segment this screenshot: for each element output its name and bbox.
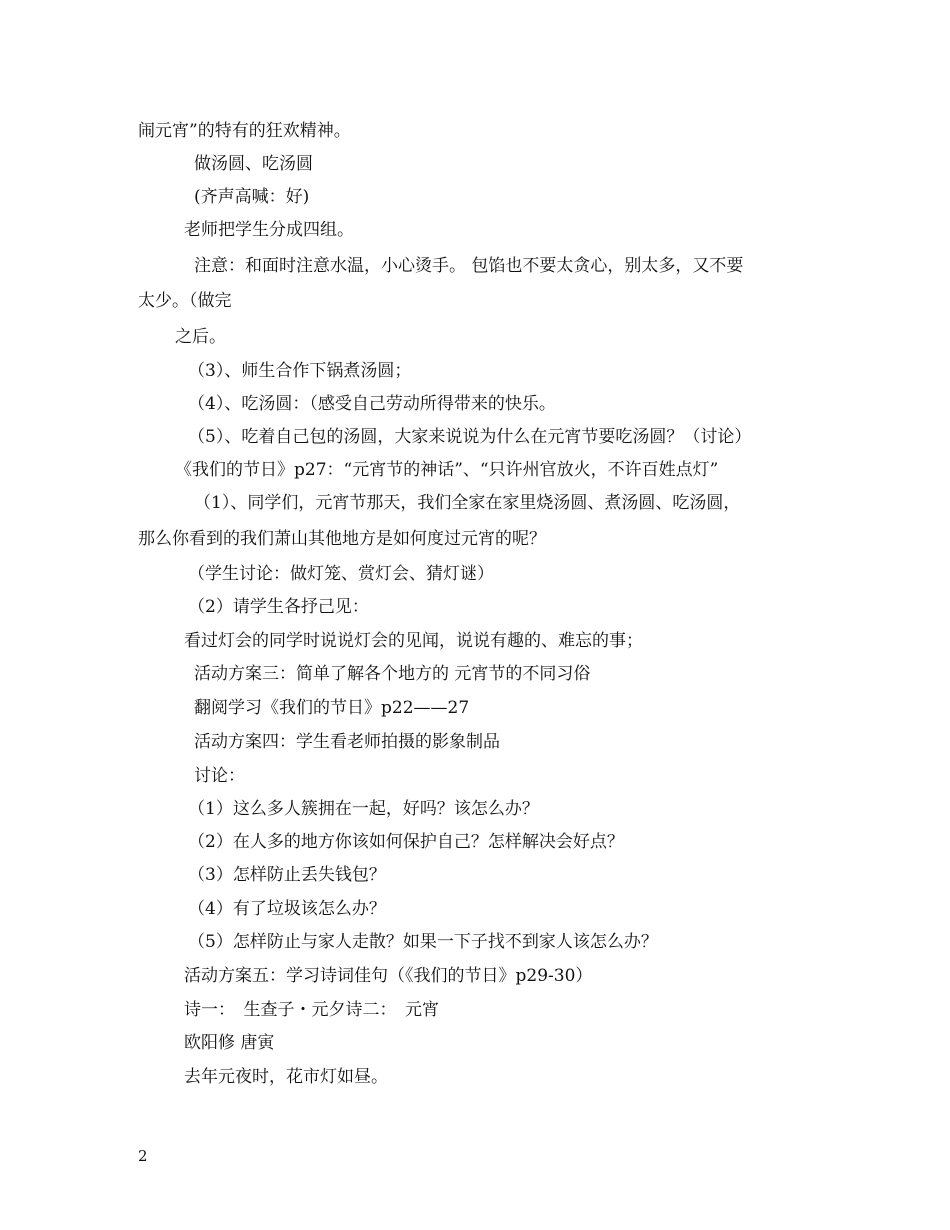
text-line: 活动方案五：学习诗词佳句（《我们的节日》p29-30） xyxy=(184,966,593,986)
text-line: 老师把学生分成四组。 xyxy=(184,220,354,240)
text-line: （2）在人多的地方你该如何保护自己？怎样解决会好点？ xyxy=(188,832,624,852)
text-line: 翻阅学习《我们的节日》p22——27 xyxy=(194,698,470,718)
text-line: 讨论： xyxy=(194,766,245,786)
text-line: 《我们的节日》p27：“元宵节的神话”、“只许州官放火，不许百姓点灯” xyxy=(175,460,719,480)
text-line: 欧阳修 唐寅 xyxy=(184,1033,275,1053)
text-line: （3）怎样防止丢失钱包？ xyxy=(188,865,386,885)
text-line: （学生讨论：做灯笼、赏灯会、猜灯谜） xyxy=(188,564,494,584)
text-line: 之后。 xyxy=(175,327,226,347)
text-line: (齐声高喊：好) xyxy=(194,187,310,207)
text-line: 闹元宵”的特有的狂欢精神。 xyxy=(138,121,351,141)
text-line: （1）、同学们，元宵节那天，我们全家在家里烧汤圆、煮汤圆、吃汤圆， xyxy=(194,493,741,513)
text-line: 活动方案四：学生看老师拍摄的影象制品 xyxy=(194,732,500,752)
page-number: 2 xyxy=(138,1147,148,1165)
text-line: 注意：和面时注意水温，小心烫手。 包馅也不要太贪心，别太多，又不要 xyxy=(194,256,744,276)
text-line: （4）、吃汤圆：（感受自己劳动所得带来的快乐。 xyxy=(188,394,556,414)
text-line: （1）这么多人簇拥在一起，好吗？该怎么办？ xyxy=(188,799,539,819)
text-line: （3）、师生合作下锅煮汤圆； xyxy=(188,361,412,381)
text-line: 太少。（做完 xyxy=(138,291,232,311)
text-line: （2）请学生各抒己见： xyxy=(188,597,369,617)
text-line: （5）、吃着自己包的汤圆，大家来说说为什么在元宵节要吃汤圆？（讨论） xyxy=(188,427,752,447)
text-line: 那么你看到的我们萧山其他地方是如何度过元宵的呢？ xyxy=(138,529,546,549)
text-line: 活动方案三：简单了解各个地方的 元宵节的不同习俗 xyxy=(194,664,591,684)
text-line: 看过灯会的同学时说说灯会的见闻，说说有趣的、难忘的事； xyxy=(184,631,643,651)
text-line: 做汤圆、吃汤圆 xyxy=(194,154,313,174)
text-line: （4）有了垃圾该怎么办？ xyxy=(188,899,386,919)
text-line: （5）怎样防止与家人走散？如果一下子找不到家人该怎么办？ xyxy=(188,932,658,952)
text-line: 诗一： 生查子・元夕诗二： 元宵 xyxy=(184,1000,439,1020)
text-line: 去年元夜时，花市灯如昼。 xyxy=(184,1067,388,1087)
